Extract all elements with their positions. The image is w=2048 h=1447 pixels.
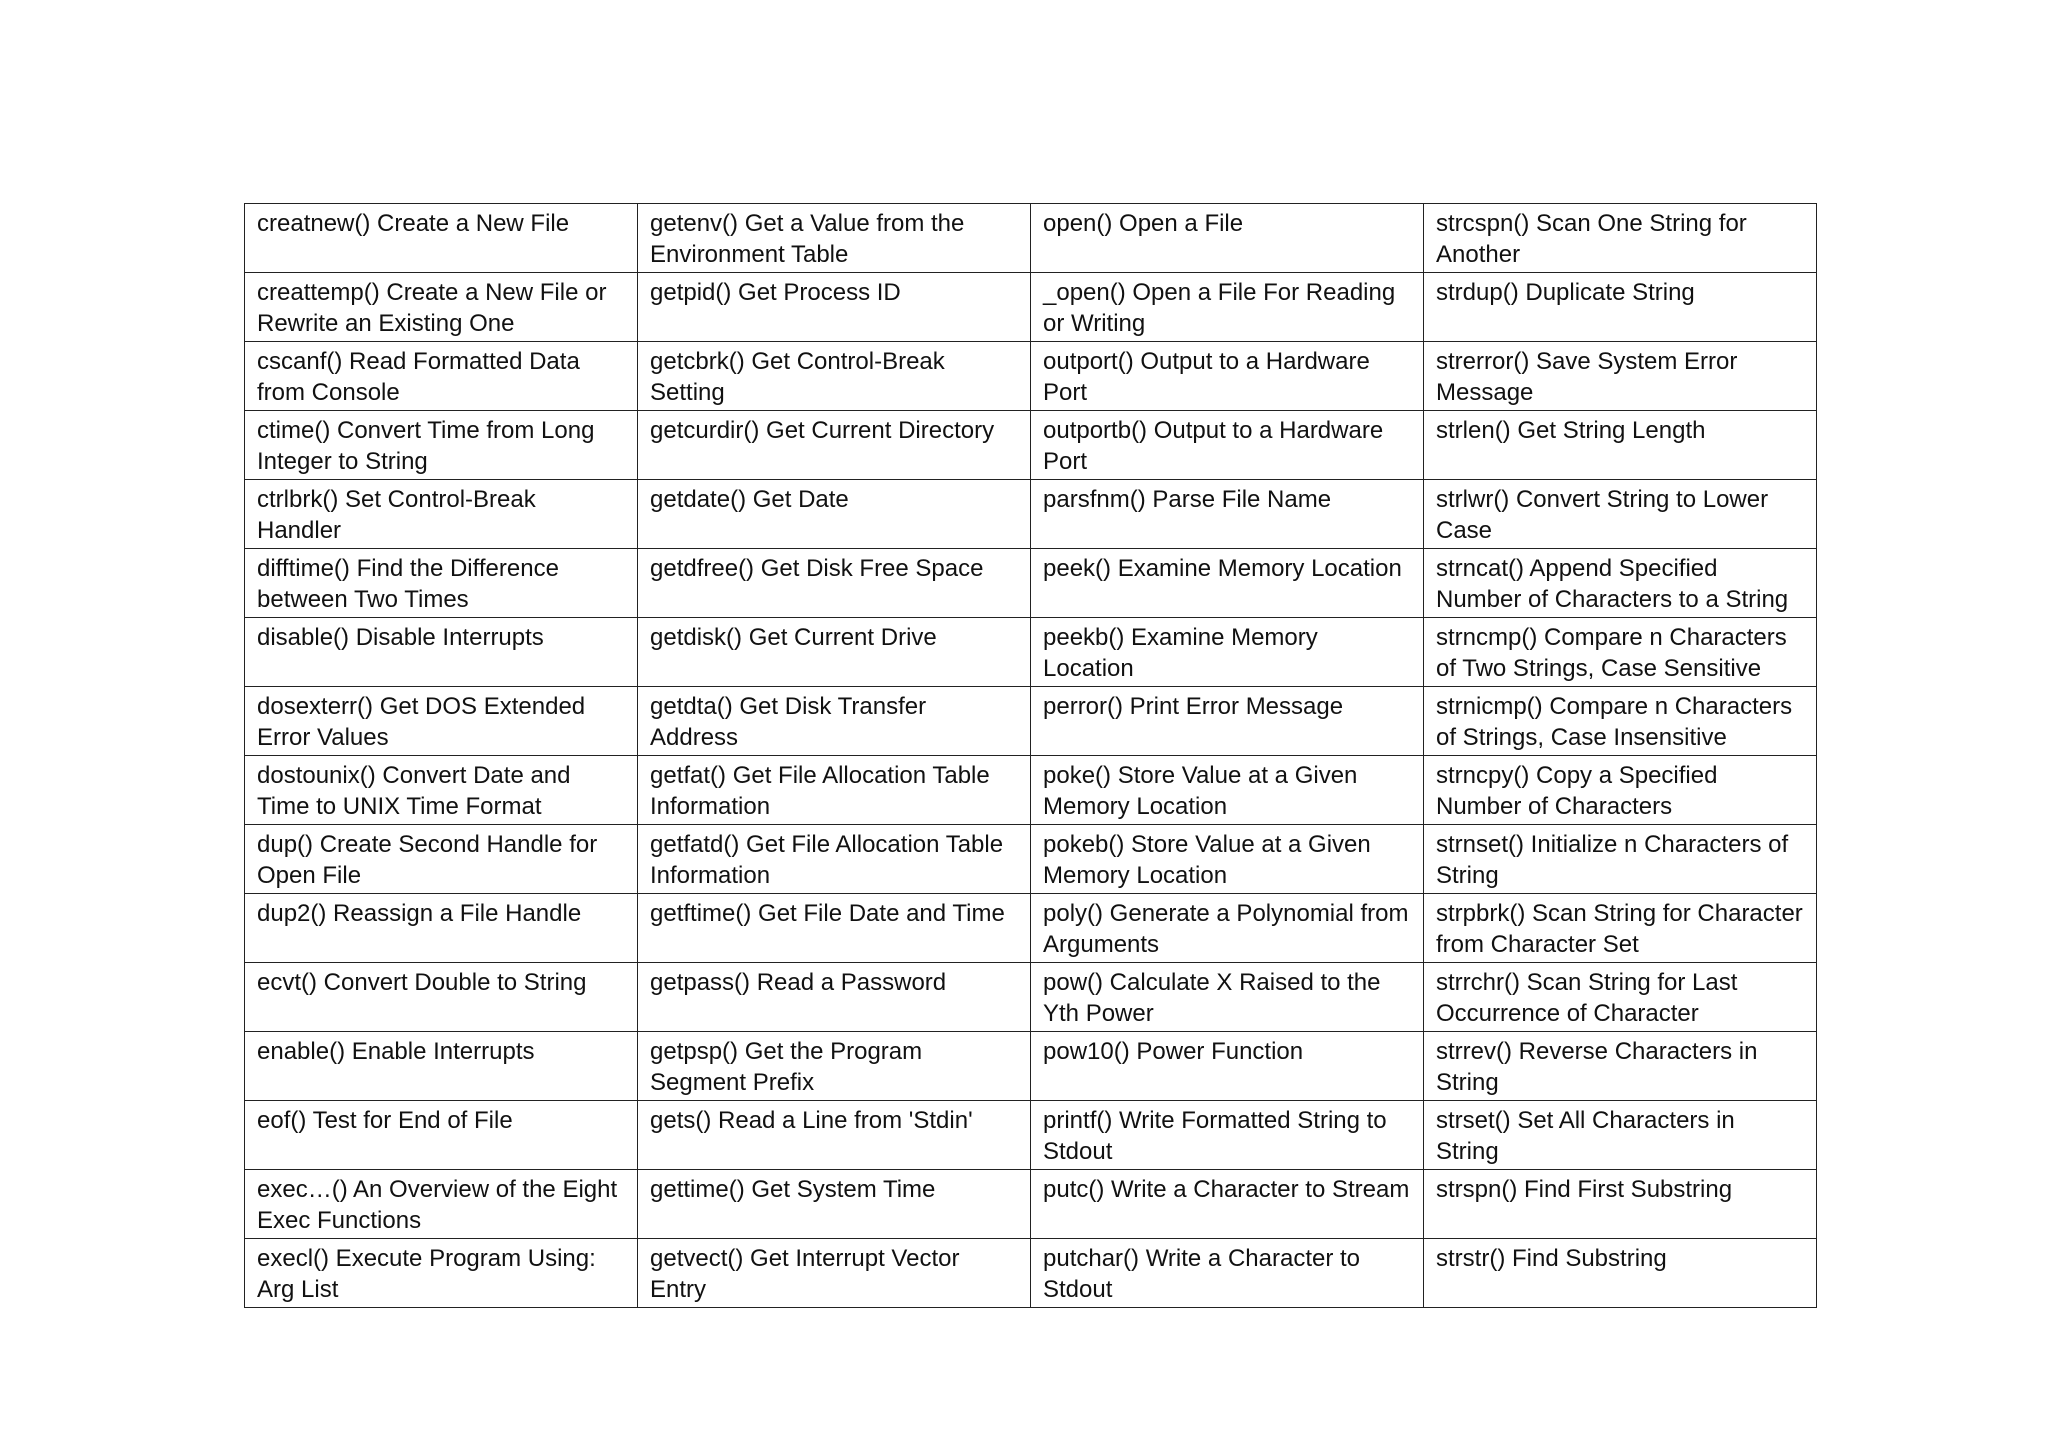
table-cell: getpass() Read a Password: [638, 963, 1031, 1032]
table-row: [245, 894, 1817, 963]
table-cell: getftime() Get File Date and Time: [638, 894, 1031, 963]
table-row: [245, 1170, 1817, 1239]
table-cell: creattemp() Create a New File or Rewrite an Existing One: [245, 273, 638, 342]
table-row: [245, 1101, 1817, 1170]
table-cell: ctime() Convert Time from Long Integer to String: [245, 411, 638, 480]
table-cell: open() Open a File: [1031, 204, 1424, 273]
table-body: [245, 204, 1817, 1308]
table-cell: execl() Execute Program Using: Arg List: [245, 1239, 638, 1308]
table-cell: cscanf() Read Formatted Data from Console: [245, 342, 638, 411]
table-cell: strerror() Save System Error Message: [1424, 342, 1817, 411]
table-cell: getpid() Get Process ID: [638, 273, 1031, 342]
table-cell: outport() Output to a Hardware Port: [1031, 342, 1424, 411]
table-cell: strlwr() Convert String to Lower Case: [1424, 480, 1817, 549]
table-row: [245, 1239, 1817, 1308]
table-cell: getfat() Get File Allocation Table Information: [638, 756, 1031, 825]
table-cell: strncat() Append Specified Number of Characters to a String: [1424, 549, 1817, 618]
table-cell: _open() Open a File For Reading or Writing: [1031, 273, 1424, 342]
table-row: [245, 825, 1817, 894]
table-cell: strrchr() Scan String for Last Occurrence of Character: [1424, 963, 1817, 1032]
table-cell: getdisk() Get Current Drive: [638, 618, 1031, 687]
table-cell: strnset() Initialize n Characters of String: [1424, 825, 1817, 894]
table-cell: strdup() Duplicate String: [1424, 273, 1817, 342]
table-cell: dostounix() Convert Date and Time to UNIX Time Format: [245, 756, 638, 825]
table-cell: putchar() Write a Character to Stdout: [1031, 1239, 1424, 1308]
table-cell: strstr() Find Substring: [1424, 1239, 1817, 1308]
table-row: [245, 480, 1817, 549]
table-cell: ecvt() Convert Double to String: [245, 963, 638, 1032]
table-cell: pokeb() Store Value at a Given Memory Location: [1031, 825, 1424, 894]
table-cell: strnicmp() Compare n Characters of Strings, Case Insensitive: [1424, 687, 1817, 756]
table-row: [245, 756, 1817, 825]
table-cell: strncpy() Copy a Specified Number of Characters: [1424, 756, 1817, 825]
table-cell: pow() Calculate X Raised to the Yth Power: [1031, 963, 1424, 1032]
table-row: [245, 1032, 1817, 1101]
table-cell: poly() Generate a Polynomial from Arguments: [1031, 894, 1424, 963]
table-cell: peekb() Examine Memory Location: [1031, 618, 1424, 687]
table-cell: parsfnm() Parse File Name: [1031, 480, 1424, 549]
table-cell: printf() Write Formatted String to Stdout: [1031, 1101, 1424, 1170]
table-cell: peek() Examine Memory Location: [1031, 549, 1424, 618]
table-cell: strncmp() Compare n Characters of Two Strings, Case Sensitive: [1424, 618, 1817, 687]
table-cell: getcbrk() Get Control-Break Setting: [638, 342, 1031, 411]
table-cell: outportb() Output to a Hardware Port: [1031, 411, 1424, 480]
table-cell: dup() Create Second Handle for Open File: [245, 825, 638, 894]
table-cell: getdfree() Get Disk Free Space: [638, 549, 1031, 618]
table-cell: dup2() Reassign a File Handle: [245, 894, 638, 963]
table-cell: gets() Read a Line from 'Stdin': [638, 1101, 1031, 1170]
table-row: [245, 687, 1817, 756]
table-row: [245, 411, 1817, 480]
table-row: [245, 273, 1817, 342]
table-cell: strpbrk() Scan String for Character from Character Set: [1424, 894, 1817, 963]
table-cell: getcurdir() Get Current Directory: [638, 411, 1031, 480]
table-row: [245, 618, 1817, 687]
table-cell: getdta() Get Disk Transfer Address: [638, 687, 1031, 756]
table-cell: poke() Store Value at a Given Memory Location: [1031, 756, 1424, 825]
table-cell: getenv() Get a Value from the Environment Table: [638, 204, 1031, 273]
table-cell: disable() Disable Interrupts: [245, 618, 638, 687]
table-cell: ctrlbrk() Set Control-Break Handler: [245, 480, 638, 549]
table-cell: getdate() Get Date: [638, 480, 1031, 549]
table-cell: creatnew() Create a New File: [245, 204, 638, 273]
table-cell: enable() Enable Interrupts: [245, 1032, 638, 1101]
table-cell: strlen() Get String Length: [1424, 411, 1817, 480]
table-cell: pow10() Power Function: [1031, 1032, 1424, 1101]
table-cell: strrev() Reverse Characters in String: [1424, 1032, 1817, 1101]
table-cell: exec…() An Overview of the Eight Exec Functions: [245, 1170, 638, 1239]
function-reference-table: [244, 203, 1817, 1308]
table-cell: putc() Write a Character to Stream: [1031, 1170, 1424, 1239]
table-cell: strset() Set All Characters in String: [1424, 1101, 1817, 1170]
table-cell: gettime() Get System Time: [638, 1170, 1031, 1239]
table-cell: dosexterr() Get DOS Extended Error Values: [245, 687, 638, 756]
table-cell: difftime() Find the Difference between Two Times: [245, 549, 638, 618]
table-cell: getvect() Get Interrupt Vector Entry: [638, 1239, 1031, 1308]
table-cell: getpsp() Get the Program Segment Prefix: [638, 1032, 1031, 1101]
table-cell: eof() Test for End of File: [245, 1101, 638, 1170]
table-row: [245, 204, 1817, 273]
table-cell: getfatd() Get File Allocation Table Information: [638, 825, 1031, 894]
table-cell: strspn() Find First Substring: [1424, 1170, 1817, 1239]
table-row: [245, 963, 1817, 1032]
table-row: [245, 549, 1817, 618]
table-cell: perror() Print Error Message: [1031, 687, 1424, 756]
table-cell: strcspn() Scan One String for Another: [1424, 204, 1817, 273]
table-row: [245, 342, 1817, 411]
